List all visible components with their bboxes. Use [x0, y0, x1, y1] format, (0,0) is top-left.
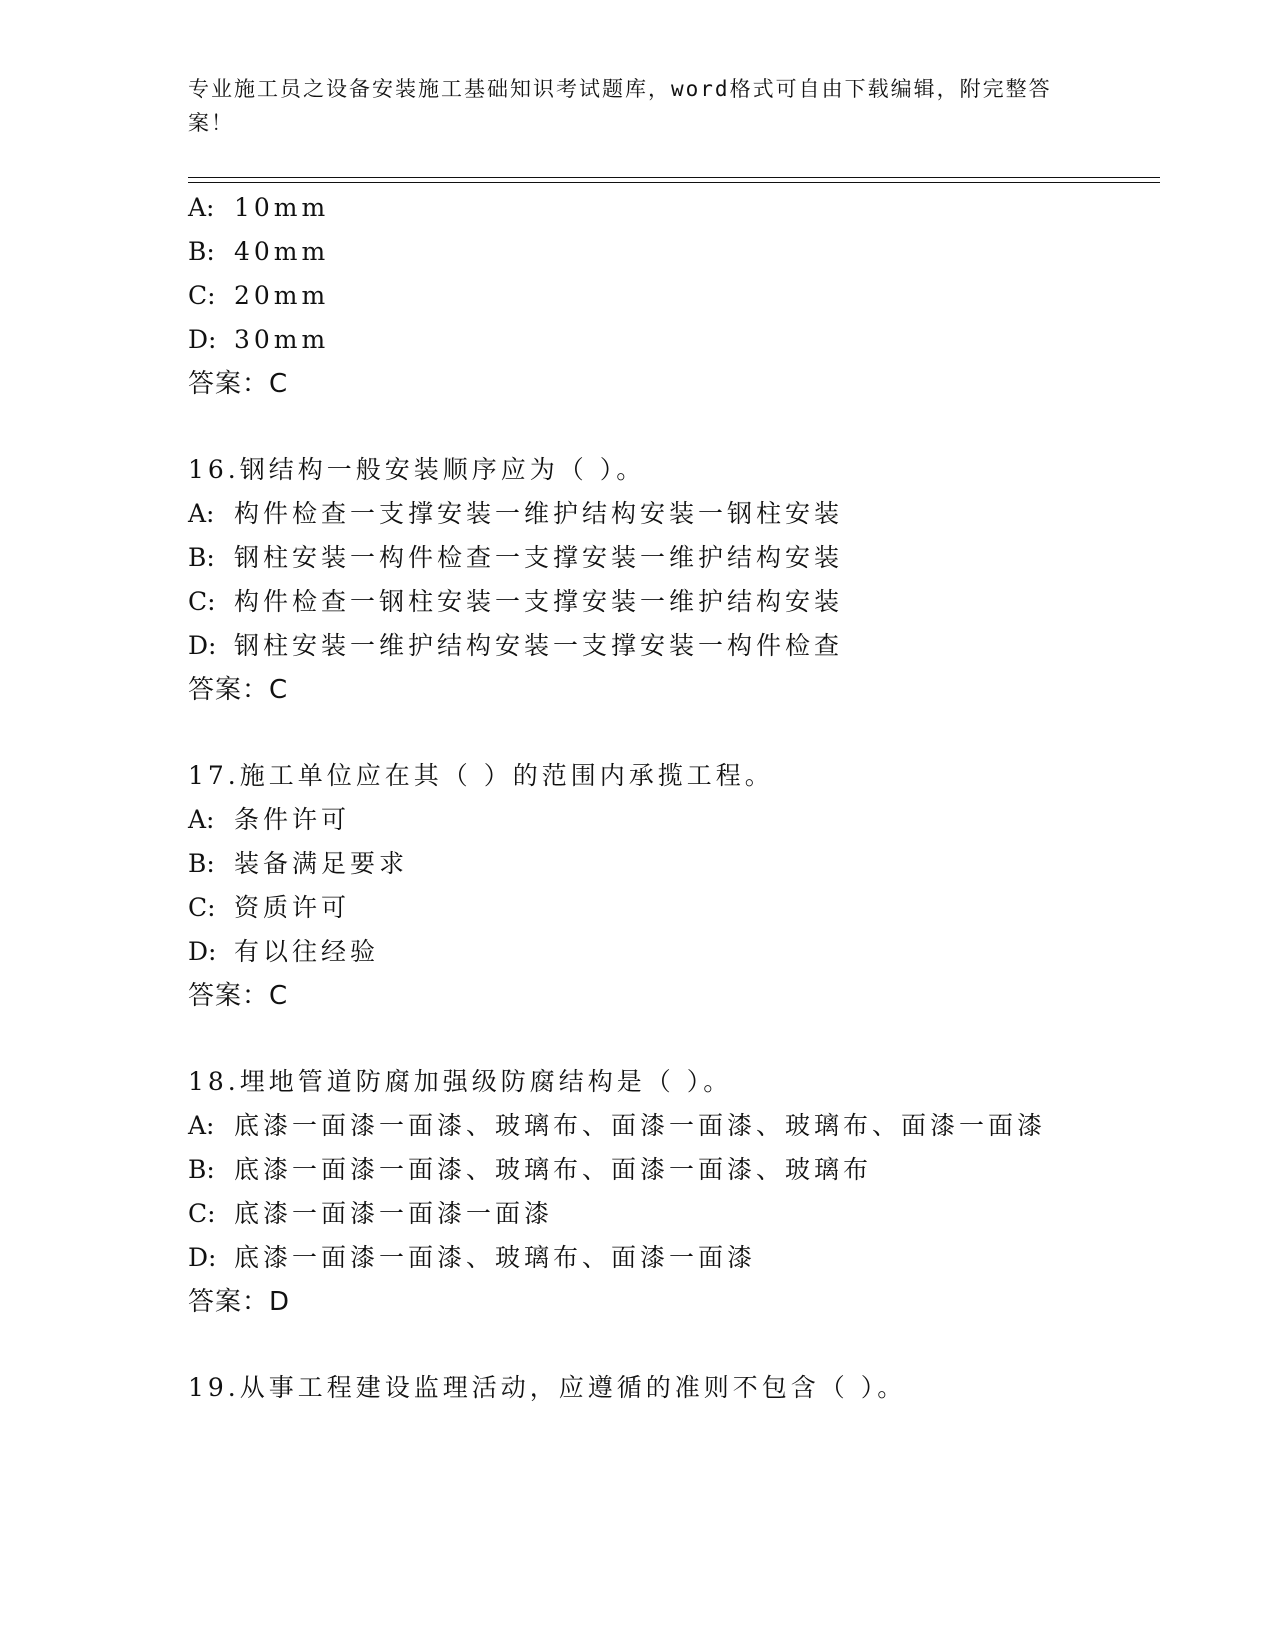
q16-answer: 答案：C	[188, 675, 289, 705]
option-label: D:	[188, 631, 217, 660]
q15-option-b	[188, 236, 329, 268]
q18-option-b	[188, 1154, 872, 1186]
document-header: 专业施工员之设备安装施工基础知识考试题库，word格式可自由下载编辑，附完整答案！	[188, 77, 1052, 135]
q15-option-d	[188, 324, 329, 356]
option-label: A:	[188, 805, 215, 834]
q16-option-d	[188, 630, 843, 662]
q17-option-d	[188, 936, 379, 968]
option-text: 20mm	[234, 281, 330, 310]
option-text: 40mm	[234, 237, 330, 266]
header-divider-top	[188, 177, 1160, 178]
q19-question: 19.从事工程建设监理活动，应遵循的准则不包含（ ）。	[188, 1373, 907, 1402]
q17-option-a	[188, 804, 350, 836]
option-label: C:	[188, 1199, 216, 1228]
option-label: D:	[188, 937, 217, 966]
q17-answer: 答案：C	[188, 981, 289, 1011]
q16-option-a	[188, 498, 843, 530]
q18-option-a	[188, 1110, 1046, 1142]
option-label: C:	[188, 893, 216, 922]
q15-option-c	[188, 280, 329, 312]
option-label: C:	[188, 587, 216, 616]
q18-answer: 答案：D	[188, 1287, 291, 1317]
q16-question: 16.钢结构一般安装顺序应为（ ）。	[188, 455, 646, 484]
option-text: 构件检查一支撑安装一维护结构安装一钢柱安装	[234, 499, 844, 528]
q16-option-b	[188, 542, 843, 574]
option-label: C:	[188, 281, 216, 310]
option-text: 有以往经验	[234, 937, 380, 966]
q15-answer: 答案：C	[188, 369, 289, 399]
option-label: A:	[188, 193, 215, 222]
q17-question: 17.施工单位应在其（ ）的范围内承揽工程。	[188, 761, 774, 790]
q18-question: 18.埋地管道防腐加强级防腐结构是（ ）。	[188, 1067, 733, 1096]
q17-option-c	[188, 892, 350, 924]
option-text: 构件检查一钢柱安装一支撑安装一维护结构安装	[234, 587, 844, 616]
q17-option-b	[188, 848, 408, 880]
option-text: 资质许可	[234, 893, 351, 922]
option-label: A:	[188, 1111, 215, 1140]
q18-option-c	[188, 1198, 553, 1230]
option-text: 底漆一面漆一面漆、玻璃布、面漆一面漆、玻璃布、面漆一面漆	[234, 1111, 1047, 1140]
option-text: 30mm	[234, 325, 330, 354]
option-label: B:	[188, 1155, 215, 1184]
option-label: B:	[188, 543, 215, 572]
q15-option-a	[188, 192, 329, 224]
option-text: 底漆一面漆一面漆、玻璃布、面漆一面漆、玻璃布	[234, 1155, 873, 1184]
option-label: A:	[188, 499, 215, 528]
option-text: 装备满足要求	[234, 849, 409, 878]
option-text: 条件许可	[234, 805, 351, 834]
option-text: 钢柱安装一维护结构安装一支撑安装一构件检查	[234, 631, 844, 660]
header-divider-bottom	[188, 182, 1160, 183]
option-text: 底漆一面漆一面漆一面漆	[234, 1199, 554, 1228]
q16-option-c	[188, 586, 843, 618]
option-text: 10mm	[234, 193, 330, 222]
option-text: 底漆一面漆一面漆、玻璃布、面漆一面漆	[234, 1243, 757, 1272]
option-label: D:	[188, 325, 217, 354]
option-text: 钢柱安装一构件检查一支撑安装一维护结构安装	[234, 543, 844, 572]
q18-option-d	[188, 1242, 756, 1274]
option-label: D:	[188, 1243, 217, 1272]
option-label: B:	[188, 849, 215, 878]
option-label: B:	[188, 237, 215, 266]
